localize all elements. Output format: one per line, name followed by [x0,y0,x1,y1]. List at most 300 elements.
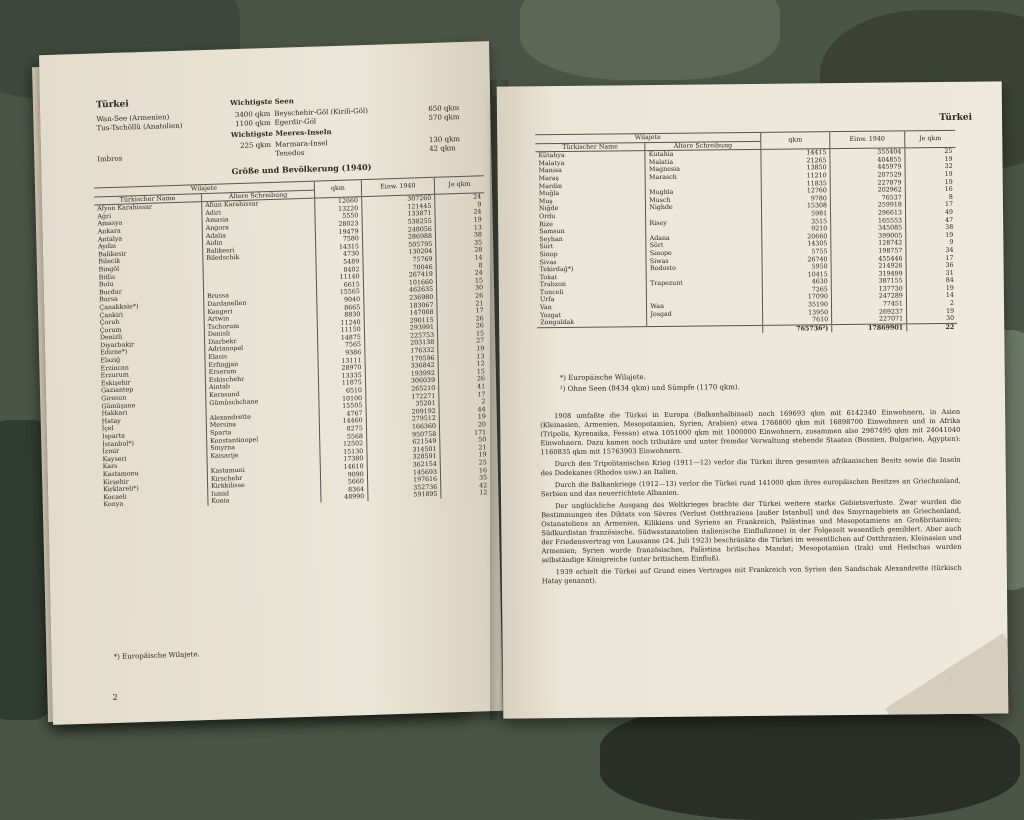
population: 193992 [365,370,438,380]
area-qkm: 8402 [316,266,363,275]
area-qkm: 9386 [318,349,365,358]
province-name: Yozgat [540,311,562,319]
density: 25 [905,148,956,157]
population: 307260 [361,195,434,205]
old-name: Kirkkilisse [207,480,320,491]
density: 24 [435,193,485,203]
old-name: Sinope [646,249,762,258]
density: 15 [436,277,486,286]
population-table-title: Größe und Bevölkerung (1940) [231,161,372,177]
density: 32 [905,163,956,171]
folded-corner [885,633,1008,718]
island-name: Imbros [97,154,123,164]
province-name: Afyon Karahissar [97,203,153,213]
paragraph: Durch die Balkankriege (1912—13) verlor die Türkei rund 141000 qkm ihres europäischen Besitzes an Griechenland, Serbien und das neuerrichtete Albanien. [540,476,961,499]
old-name: Sört [646,241,762,250]
old-name: Adiri [202,206,315,217]
density: 16 [440,467,490,476]
island-name: Tenedos [275,148,305,158]
population: 227879 [830,179,905,187]
province-name: Ankara [97,227,121,236]
province-name: Bursa [99,296,118,304]
density: 31 [906,270,957,278]
old-name: Amasia [202,214,315,225]
population: 214926 [831,262,906,270]
area-qkm: 4630 [762,278,831,286]
province-name: Bingöl [98,265,120,274]
island-area: 225 qkm [239,140,272,150]
population: 328591 [367,453,440,463]
province-name: Niğde [538,205,559,213]
density: 49 [905,209,956,217]
old-name: Angora [202,222,315,233]
old-name: Kirschehr [207,472,320,483]
province-name: Sivas [539,258,557,266]
old-name: Balikesri [203,244,316,255]
density: 17 [905,201,956,209]
area-qkm: 15130 [320,448,367,457]
province-name: Kütahya [538,152,565,160]
density: 13 [435,224,485,233]
island-area: 130 qkm [428,135,461,144]
paragraph: Durch den Tripolitanischen Krieg (1911—12) verlor die Türkei ihren gesamten afrikanischen Besitz sowie die Inseln des Dodekanes (Rhodos usw.) an Italien. [540,455,961,478]
province-name: Tokat [539,273,558,281]
left-page [39,41,503,725]
population: 166360 [366,423,439,433]
province-name: Eskişehir [100,379,131,388]
area-qkm: 14460 [319,417,366,426]
province-name: Manisa [538,167,562,175]
old-name: Mughla [646,188,762,197]
population: 352736 [367,483,440,493]
lake-area: 570 qkm [428,112,460,122]
density: 8 [436,262,486,271]
province-name: İçel [101,425,114,433]
lake-name: Wan-See (Armenien) [96,113,170,124]
population: 133871 [362,210,435,220]
density: 21 [440,444,490,453]
population: 198757 [831,247,906,255]
province-name: Diyarbakir [100,341,135,350]
population: 145693 [367,468,440,478]
old-name: Marasch [645,173,761,182]
area-qkm: 48990 [321,493,368,502]
province-name: Urfa [539,296,555,304]
population: 197616 [367,476,440,486]
population: 306039 [365,377,438,387]
old-name: Nighde [646,203,762,212]
history-text [540,408,962,586]
density: 26 [437,292,487,301]
left-footnote: *) Europäische Wilajete. [113,650,200,662]
population: 236980 [364,294,437,304]
population: 279512 [366,415,439,425]
col-name-old-header: Ältere Schreibung [645,141,761,151]
province-name: Ağri [97,212,112,221]
area-qkm: 17090 [762,294,831,302]
province-name: Isparta [101,432,125,441]
density: 12 [441,489,491,498]
province-name: Antalya [97,235,123,243]
province-name: Bolu [98,281,114,289]
old-name: Wan [647,302,763,311]
density: 42 [441,482,491,491]
area-qkm: 11240 [317,319,364,328]
lake-name: Beyschehir-Göl (Kirili-Göl) [274,106,368,118]
province-name: Kastamonu [102,470,139,479]
density: 84 [906,277,957,285]
population: 247289 [831,293,906,301]
old-name: Kerasund [206,389,319,400]
area-qkm: 15505 [319,402,366,411]
population: 293991 [364,324,437,334]
density: 8 [905,194,956,202]
lake-area: 650 qkm [428,104,460,113]
population: 227071 [832,316,907,325]
population: 259918 [830,202,905,210]
population: 75769 [363,256,436,266]
area-qkm: 13111 [318,357,365,366]
population: 404855 [830,156,905,164]
area-qkm: 4730 [316,250,363,259]
old-name: Afiun Karahissar [202,198,315,210]
area-qkm: 11210 [761,172,830,180]
province-name: Amasya [97,220,123,228]
province-name: Hatay [101,417,121,426]
province-name: Çankiri [99,311,124,319]
province-name: Kayseri [102,455,127,464]
population: 176332 [365,347,438,357]
area-qkm: 21265 [761,157,830,165]
area-qkm: 13950 [763,309,832,317]
density: 19 [906,308,957,316]
province-name: Erzurum [100,371,129,380]
province-name: Kars [102,463,118,471]
old-name: Josgad [647,310,763,319]
density: 26 [437,322,487,331]
area-qkm: 7565 [318,342,365,351]
province-name: Zonguldak [540,319,575,327]
population: 314501 [367,445,440,455]
old-name: Denisli [204,328,317,339]
density: 41 [439,383,489,392]
province-name: Van [539,304,552,312]
population: 336842 [365,362,438,372]
density: 12 [438,360,488,369]
right-page-heading: Türkei [939,112,973,124]
old-name: Risey [646,218,762,227]
population: 455446 [831,255,906,263]
province-name: Maraş [538,174,559,183]
area-qkm: 11835 [761,180,830,188]
density: 17 [439,391,489,400]
area-qkm: 5550 [315,212,362,221]
population: 207529 [830,171,905,179]
old-name: Konstantinopel [207,434,320,445]
density: 21 [437,300,487,309]
old-name: Trapezunt [647,279,763,288]
population: 399005 [831,232,906,240]
density: 15 [438,368,488,377]
area-qkm: 8830 [317,311,364,320]
population: 70046 [363,263,436,273]
old-name: Erserum [205,366,318,377]
density: 16 [905,186,956,194]
area-qkm: 15565 [317,288,364,297]
population: 248056 [362,225,435,235]
density: 24 [436,269,486,278]
density: 44 [439,406,489,415]
province-name: Kirklareli*) [103,485,139,494]
col-name-tr-header: Türkischer Name [94,193,202,205]
population: 147008 [364,309,437,319]
area-qkm: 6510 [319,387,366,396]
population: 35201 [366,400,439,410]
island-name: Marmara-Insel [274,139,328,149]
population-table-right [535,130,957,336]
density: 14 [436,254,486,263]
density: 19 [905,171,956,179]
density: 20 [439,421,489,430]
area-qkm: 3515 [762,218,831,226]
area-qkm: 26740 [762,256,831,264]
col-qkm-header: qkm [761,132,830,150]
province-name: Denizli [99,333,123,342]
density: 34 [906,247,957,255]
province-name: Trabzon [539,281,566,289]
area-qkm: 8364 [321,486,368,495]
province-name: Aydin [98,242,117,251]
old-name: Diarbekr [204,335,317,346]
province-name: Malatya [538,159,565,168]
population: 286988 [362,233,435,243]
area-qkm: 5660 [321,478,368,487]
density: 9 [906,239,957,247]
col-per-header: Je qkm [905,130,956,148]
area-qkm: 5981 [762,210,831,218]
lakes-title: Wichtigste Seen [230,96,294,108]
lake-area: 1100 qkm [235,118,271,128]
old-name: Dardanellen [204,297,317,308]
old-name: Artwin [204,313,317,324]
area-qkm: 11150 [317,326,364,335]
province-name: İzmir [102,447,120,456]
population: 462635 [363,286,436,296]
population: 203138 [364,339,437,349]
old-name: Alexandrette [206,411,319,422]
old-name: Adana [646,234,762,243]
population-table-body [94,193,490,509]
old-name: Rodosto [646,264,762,273]
total-pop: 17869901 [832,324,907,333]
province-name: Muğla [538,190,560,198]
old-name: Ismid [208,487,321,498]
province-name: Elaziğ [100,356,121,365]
density: 17 [437,307,487,316]
province-name: Ordu [539,212,556,221]
province-name: Çanakkale*) [99,303,139,312]
density: 25 [440,459,490,468]
density: 28 [436,247,486,256]
col-group-header: Wilajete [94,181,315,197]
area-qkm: 9780 [761,195,830,203]
density: 19 [906,285,957,293]
old-name: Kaisarije [207,449,320,460]
area-qkm: 14610 [320,463,367,472]
old-name: Biledschik [203,252,316,263]
area-qkm: 8275 [319,425,366,434]
area-qkm: 13850 [761,165,830,173]
area-qkm: 15308 [761,203,830,211]
density: 26 [437,315,487,324]
area-qkm: 35190 [762,301,831,309]
old-name: Gümüschchane [206,396,319,407]
old-name: Musch [646,196,762,205]
area-qkm: 8665 [317,304,364,313]
province-name: Gaziantep [101,386,134,395]
province-name: Burdur [98,288,122,297]
province-name: Muş [538,197,553,205]
paragraph: 1908 umfaßte die Türkei in Europa (Balkanhalbinsel) noch 169693 qkm mit 6142340 Einwohnern, in Asien (Kleinasien, Armenien, Mesopotamien, Syrien, Arabien) etwa 1766800 qkm mit 16898700 Einwohnern und in Afrika (Tripolis, Kyrenaika, Fessan) etwa 1051000 qkm mit 1000000 Einwohnern, zusammen also 2987495 qkm mit 24041040 Einwohnern. Dazu kamen noch tributäre und unter fremder Verwaltung stehende Staaten (Bosnien, Bulgarien, Ägypten): 1160835 qkm mit 15763903 Einwohnern. [540,407,961,457]
islands-title: Wichtigste Meeres-Inseln [230,127,332,140]
old-name: Aidin [202,237,315,248]
old-name: Malatia [645,158,761,167]
area-qkm: 5489 [316,258,363,267]
population: 950758 [366,430,439,440]
province-name: Balikesir [98,250,127,259]
density: 14 [906,292,957,300]
province-name: Bitlis [98,273,116,281]
population-table-body [535,148,957,328]
area-qkm: 14305 [762,240,831,248]
population: 183067 [364,301,437,311]
right-footnotes [560,372,740,393]
area-qkm: 5568 [320,433,367,442]
population: 387155 [831,278,906,286]
old-name: Sparta [206,426,319,437]
population: 505795 [362,241,435,251]
density: 171 [440,429,490,438]
old-name: Kastamuni [207,464,320,475]
footnote: ²) Ohne Seen (8434 qkm) und Sümpfe (1170 qkm). [559,382,740,393]
province-name: Erzincan [100,364,130,373]
density: 47 [906,216,957,224]
old-name: Adrianopel [205,343,318,354]
population: 225753 [364,332,437,342]
old-name: Erfingjan [205,358,318,369]
population: 101660 [363,278,436,288]
col-pop-header: Einw. 1940 [830,131,905,149]
old-name: Konia [208,495,321,506]
area-qkm: 4767 [319,410,366,419]
province-name: Tekirdağ*) [539,265,574,274]
old-name: Adalia [202,229,315,240]
population: 128742 [831,240,906,248]
population: 137730 [831,285,906,293]
area-qkm: 9090 [320,471,367,480]
density: 27 [438,338,488,347]
density: 30 [907,315,958,324]
footnote: *) Europäische Wilajete. [559,373,646,383]
population: 172271 [366,392,439,402]
paragraph: 1939 erhielt die Türkei auf Grund eines Vertrages mit Frankreich von Syrien den Sandschak Alexandrette (türkisch Hatay genannt). [541,563,962,586]
density: 26 [438,376,488,385]
density: 30 [437,285,487,294]
density: 50 [440,436,490,445]
area-qkm: 7610 [763,316,832,325]
density: 19 [435,216,485,225]
population: 267419 [363,271,436,281]
province-name: Tunceli [539,288,564,297]
area-qkm: 10415 [762,271,831,279]
area-qkm: 7580 [315,235,362,244]
old-name: Aintab [205,381,318,392]
area-qkm: 14875 [318,334,365,343]
lake-name: Tus-Tschöllü (Anatolien) [96,121,183,133]
population: 165553 [831,217,906,225]
province-name: Siirt [539,243,554,251]
density: 19 [905,178,956,186]
area-qkm: 19479 [315,228,362,237]
right-page [497,81,1009,718]
province-name: Seyhan [539,235,563,243]
province-name: Samsun [539,228,565,236]
open-booklet [22,40,1007,720]
old-name: Eskischehr [205,373,318,384]
province-name: Gümüşane [101,401,136,410]
area-qkm: 10100 [319,395,366,404]
total-qkm: 765736²) [763,325,832,334]
population: 591895 [368,491,441,501]
left-page-heading: Türkei [96,99,129,111]
col-name-old-header: Ältere Schreibung [201,190,314,202]
old-name: Elasis [205,351,318,362]
col-qkm-header: qkm [314,180,361,199]
province-name: İstanbul*) [102,439,135,448]
density: 19 [906,232,957,240]
old-name: Kutahia [645,150,761,159]
left-page-number: 2 [112,692,118,703]
population: 355404 [830,148,905,157]
area-qkm: 28970 [318,364,365,373]
col-name-tr-header: Türkischer Name [535,142,645,152]
province-name: Bilecik [98,258,121,266]
density: 17 [906,254,957,262]
province-name: Rize [539,220,553,228]
density: 19 [439,414,489,423]
density: 24 [435,209,485,218]
population: 445979 [830,164,905,172]
island-area [201,150,271,161]
density: 9 [435,201,485,210]
old-name: Siwas [646,256,762,265]
density: 19 [440,452,490,461]
old-name: Tschorum [204,320,317,331]
province-name: Çoruh [99,318,120,327]
density: 2 [439,398,489,407]
old-name: Mersina [206,419,319,430]
col-group-header: Wilajete [535,132,761,143]
population: 296613 [831,209,906,217]
area-qkm: 13335 [318,372,365,381]
population: 76537 [830,194,905,202]
province-name: Konya [103,501,124,509]
population: 621549 [367,438,440,448]
density: 15 [438,330,488,339]
population: 209192 [366,408,439,418]
population: 121445 [362,203,435,213]
population: 269237 [832,308,907,316]
